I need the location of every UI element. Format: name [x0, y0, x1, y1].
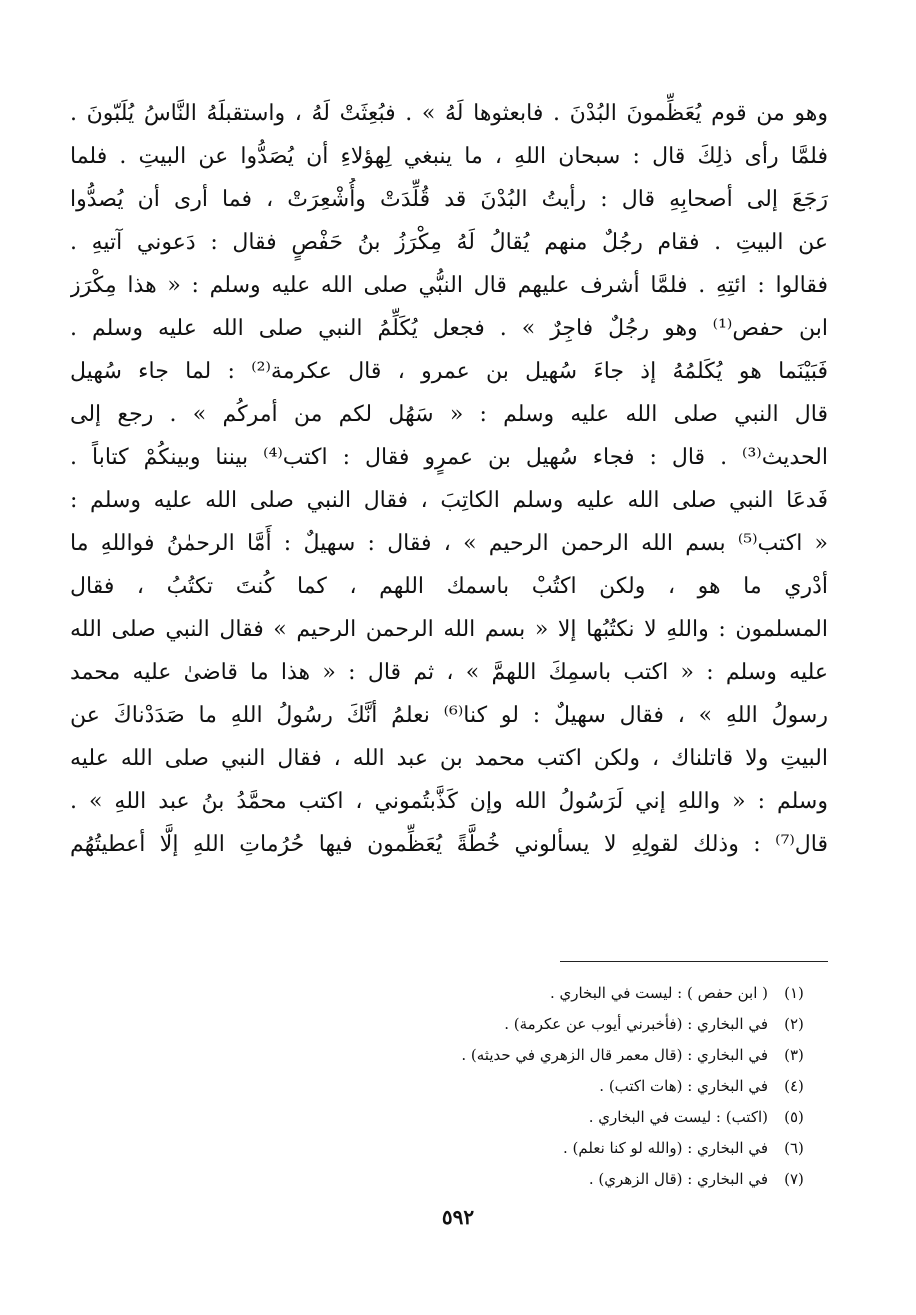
footnotes-list [300, 978, 820, 1195]
text-line: المسلمون : واللهِ لا نكتُبُها إلا « بسم الله الرحمن الرحيم » فقال النبي صلى الله [70, 617, 828, 642]
text-line: « اكتب⁽⁵⁾ بسم الله الرحمن الرحيم » ، فقال : سهيلٌ : أَمَّا الرحمٰنُ فواللهِ ما [70, 531, 828, 556]
text-line: ابن حفص⁽¹⁾ وهو رجُلٌ فاجِرٌ » . فجعل يُكَلِّمُ النبي صلى الله عليه وسلم . [70, 316, 828, 341]
footnote-text: ( ابن حفص ) : ليست في البخاري . [549, 984, 768, 1002]
footnote-item [300, 978, 820, 1009]
footnote-number: (٧) [784, 1170, 804, 1188]
footnote-number: (٣) [784, 1046, 804, 1064]
text-line: فقالوا : ائتِهِ . فلمَّا أشرف عليهم قال النبُّي صلى الله عليه وسلم : « هذا مِكْرَز [70, 273, 828, 298]
footnote-number: (١) [784, 984, 804, 1002]
footnote-number: (٢) [784, 1015, 804, 1033]
main-text-block [70, 92, 828, 866]
footnote-divider [560, 961, 828, 962]
text-line: فلمَّا رأى ذلِكَ قال : سبحان اللهِ ، ما ينبغي لِهؤلاءِ أن يُصَدُّوا عن البيتِ . فلما [70, 144, 828, 169]
text-line: وسلم : « واللهِ إني لَرَسُولُ الله وإن كَذَّبتُموني ، اكتب محمَّدُ بنُ عبد اللهِ » . [70, 789, 828, 814]
text-line: البيتِ ولا قاتلناك ، ولكن اكتب محمد بن عبد الله ، فقال النبي صلى الله عليه [70, 746, 828, 771]
footnote-text: في البخاري : (هات اكتب) . [599, 1077, 768, 1095]
text-line: رسولُ اللهِ » ، فقال سهيلٌ : لو كنا⁽⁶⁾ نعلمُ أنَّكَ رسُولُ اللهِ ما صَدَدْناكَ عن [70, 703, 828, 728]
footnote-text: (اكتب) : ليست في البخاري . [588, 1108, 768, 1126]
text-line: فَدعَا النبي صلى الله عليه وسلم الكاتِبَ ، فقال النبي صلى الله عليه وسلم : [70, 488, 828, 513]
footnote-item [300, 1102, 820, 1133]
footnote-item [300, 1133, 820, 1164]
text-line: عن البيتِ . فقام رجُلٌ منهم يُقالُ لَهُ مِكْرَزُ بنُ حَفْصٍ فقال : دَعوني آتيهِ . [70, 230, 828, 255]
text-line: عليه وسلم : « اكتب باسمِكَ اللهمَّ » ، ثم قال : « هذا ما قاضىٰ عليه محمد [70, 660, 828, 685]
footnote-text: في البخاري : (قال معمر قال الزهري في حديثه) . [461, 1046, 768, 1064]
text-line: فَبَيْنَما هو يُكَلمُهُ إذ جاءَ سُهيل بن عمرو ، قال عكرمة⁽²⁾ : لما جاء سُهيل [70, 359, 828, 384]
footnote-item [300, 1164, 820, 1195]
footnote-item [300, 1040, 820, 1071]
footnote-number: (٤) [784, 1077, 804, 1095]
text-line: رَجَعَ إلى أصحابِهِ قال : رأيتُ البُدْنَ قد قُلِّدَتْ وأُشْعِرَتْ ، فما أرى أن يُصدُّوا [70, 187, 828, 212]
page-number: ٥٩٢ [441, 1205, 475, 1229]
text-line: الحديث⁽³⁾ . قال : فجاء سُهيل بن عمرٍو فقال : اكتب⁽⁴⁾ بيننا وبينكُمْ كتاباً . [70, 445, 828, 470]
footnote-item [300, 1009, 820, 1040]
footnote-number: (٦) [784, 1139, 804, 1157]
footnote-number: (٥) [784, 1108, 804, 1126]
footnote-item [300, 1071, 820, 1102]
text-line: وهو من قوم يُعَظِّمونَ البُدْنَ . فابعثوها لَهُ » . فبُعِثَتْ لَهُ ، واستقبلَهُ النَّاسُ يُلَبّونَ . [70, 101, 828, 126]
footnote-text: في البخاري : (قال الزهري) . [588, 1170, 768, 1188]
text-line: قال⁽⁷⁾ : وذلك لقولِهِ لا يسألوني خُطَّةً يُعَظِّمون فيها حُرُماتِ اللهِ إلَّا أعطيتُهُم [70, 832, 828, 857]
text-line: أدْري ما هو ، ولكن اكتُبْ باسمك اللهم ، كما كُنتَ تكتُبُ ، فقال [70, 574, 828, 599]
footnote-text: في البخاري : (والله لو كنا نعلم) . [563, 1139, 768, 1157]
text-line: قال النبي صلى الله عليه وسلم : « سَهُل لكم من أمركُم » . رجع إلى [70, 402, 828, 427]
footnote-text: في البخاري : (فأخبرني أيوب عن عكرمة) . [504, 1015, 768, 1033]
